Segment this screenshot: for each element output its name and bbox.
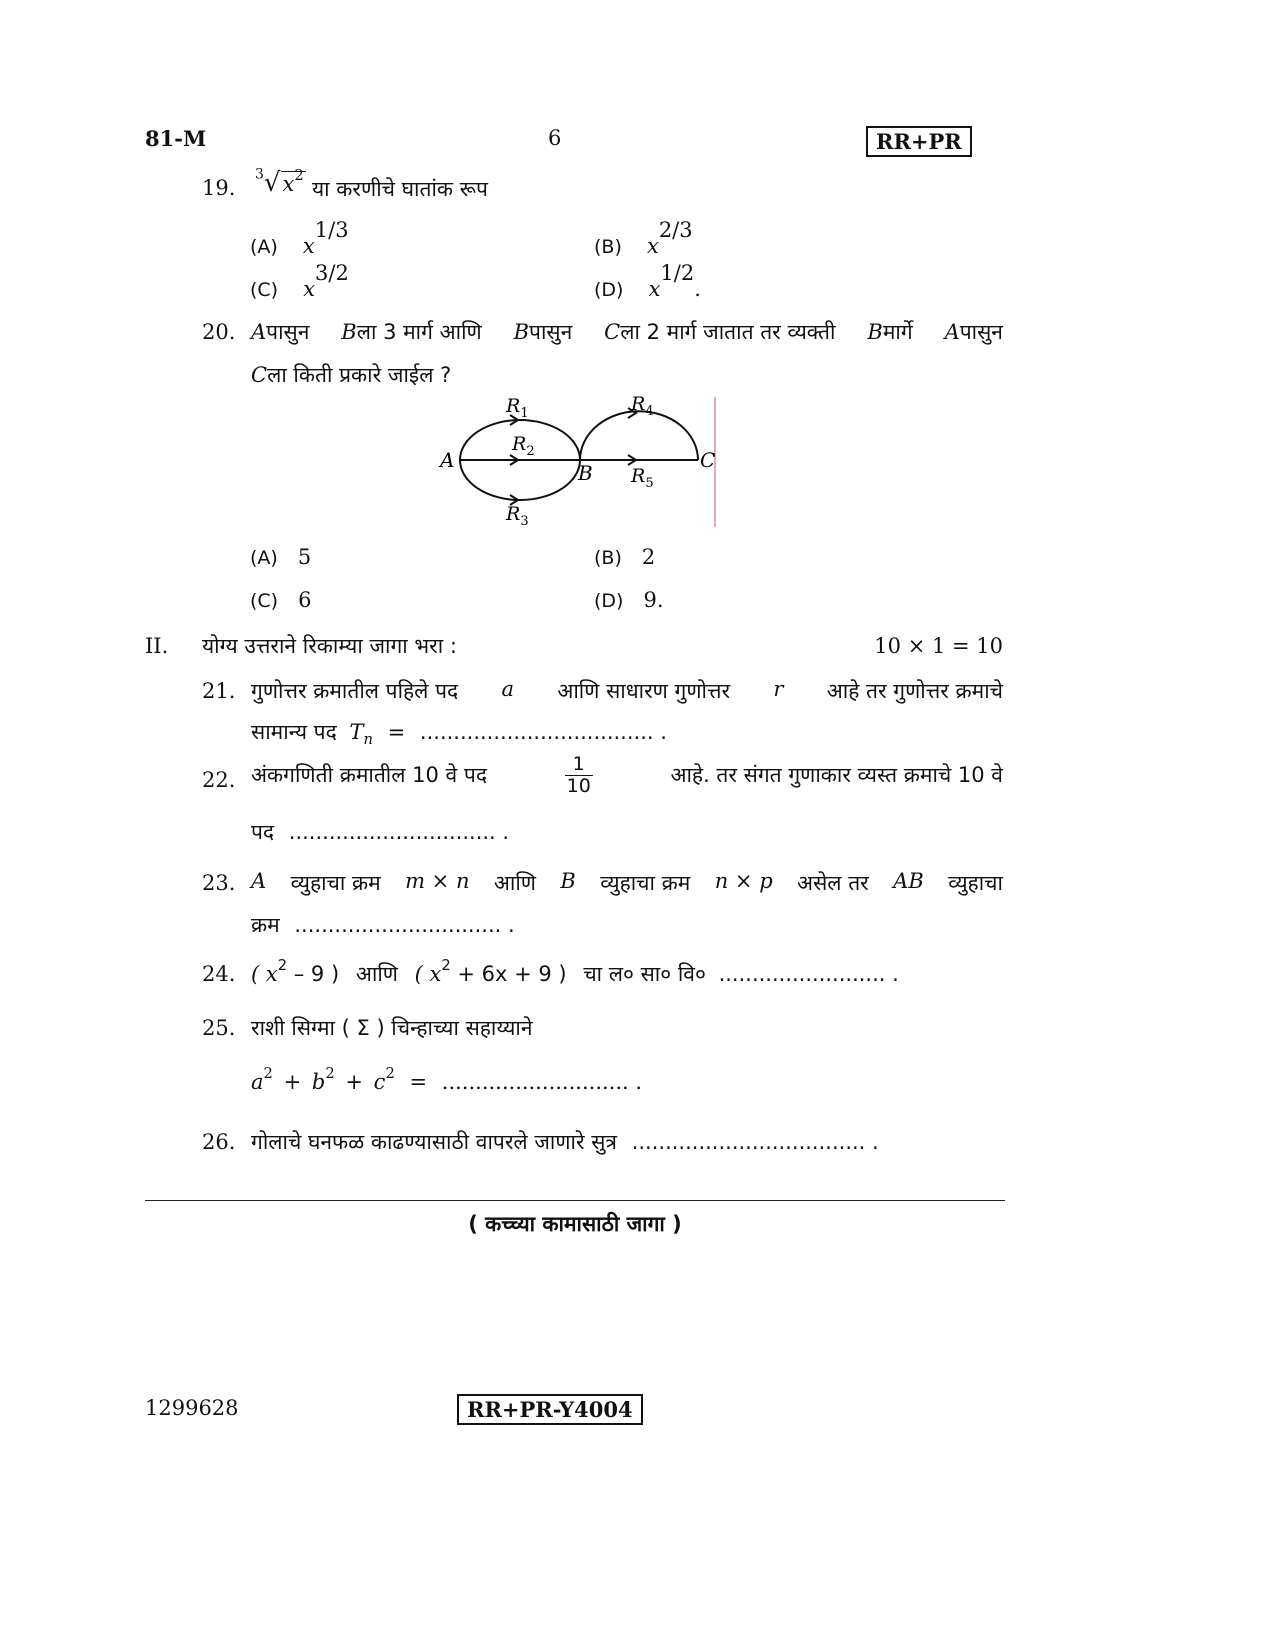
q26-blank[interactable]: ................................... . [631, 1130, 879, 1154]
q19-root-index: 3 [255, 166, 264, 183]
series-box: RR+PR [866, 126, 972, 157]
q19-option-d[interactable]: (D) $x^{1/2}$. [594, 261, 701, 301]
page-number: 6 [548, 126, 562, 150]
route-diagram [430, 392, 750, 542]
section-title: योग्य उत्तराने रिकाम्या जागा भरा : [202, 634, 457, 658]
footer-serial: 1299628 [145, 1396, 239, 1420]
q19-option-c[interactable]: (C) $x^{3/2}$ [250, 261, 349, 301]
route-r2: $R_2$ [512, 433, 535, 459]
q19-text: या करणीचे घातांक रूप [312, 177, 488, 201]
q26-number: 26. [202, 1130, 236, 1154]
radical-icon: √ [263, 168, 281, 198]
q22-number: 22. [202, 768, 236, 792]
footer-code-box: RR+PR-Y4004 [457, 1394, 643, 1425]
node-b: B [578, 461, 593, 485]
q23-line1: A व्युहाचा क्रम m × n आणि B व्युहाचा क्रम n × p असेल तर AB व्युहाचा [251, 869, 1003, 895]
q19-option-b[interactable]: (B) $x^{2/3}$ [594, 218, 693, 258]
q20-line2: Cला किती प्रकारे जाईल ? [251, 363, 452, 387]
q22-fraction: $\frac{1}{10}$ [566, 753, 591, 797]
node-a: A [440, 448, 455, 472]
node-c: C [700, 448, 716, 472]
q20-number: 20. [202, 320, 236, 344]
q25-line2: $a^2 + b^2 + c^2$ = ............................ . [251, 1064, 643, 1094]
q24-blank[interactable]: ......................... . [718, 962, 899, 986]
q20-option-b[interactable]: (B) 2 [594, 545, 656, 569]
arc-b-c [580, 411, 698, 460]
route-r3: $R_3$ [506, 503, 529, 529]
q25-number: 25. [202, 1016, 236, 1040]
q21-line1: गुणोत्तर क्रमातील पहिले पद a आणि साधारण गुणोत्तर r आहे तर गुणोत्तर क्रमाचे [251, 677, 1003, 703]
separator-rule [145, 1200, 1005, 1201]
section-roman: II. [145, 634, 169, 658]
q19-option-a[interactable]: (A) $x^{1/3}$ [250, 218, 349, 258]
q20-option-c[interactable]: (C) 6 [250, 588, 312, 612]
q26-line: गोलाचे घनफळ काढण्यासाठी वापरले जाणारे सुत्र ................................... . [251, 1130, 879, 1154]
q22-line2: पद ............................... . [251, 820, 510, 844]
q25-blank[interactable]: ............................ . [441, 1070, 643, 1094]
q22-blank[interactable]: ............................... . [288, 820, 510, 844]
q20-option-a[interactable]: (A) 5 [250, 545, 312, 569]
route-r5: $R_5$ [631, 465, 654, 491]
section-marks: 10 × 1 = 10 [874, 634, 1003, 658]
q25-line1: राशी सिग्मा ( Σ ) चिन्हाच्या सहाय्याने [251, 1016, 533, 1040]
q22-line1: अंकगणिती क्रमातील 10 वे पद $\frac{1}{10}$ आहे. तर संगत गुणाकार व्यस्त क्रमाचे 10 वे [251, 753, 1003, 797]
q19-radical [255, 168, 306, 198]
q20-line1: Aपासुन Bला 3 मार्ग आणि Bपासुन Cला 2 मार्ग जातात तर व्यक्ती Bमार्गे Aपासुन [251, 320, 1003, 344]
q19-number: 19. [202, 176, 236, 200]
route-r4: $R_4$ [631, 393, 654, 419]
rough-work-label: ( कच्च्या कामासाठी जागा ) [468, 1212, 682, 1236]
q23-blank[interactable]: ............................... . [294, 913, 515, 937]
q21-blank[interactable]: ................................... . [419, 720, 667, 744]
q24-number: 24. [202, 962, 236, 986]
q23-line2: क्रम ............................... . [251, 913, 515, 937]
q21-line2: सामान्य पद $T_n$ = ................................... . [251, 720, 667, 749]
q24-line: ( $x^2 - 9$ ) आणि ( $x^2 + 6x + 9$ ) चा ल० सा० वि० ......................... . [251, 956, 899, 986]
q19-radicand: $x^2$ [282, 166, 304, 196]
route-r1: $R_1$ [506, 395, 529, 421]
q21-number: 21. [202, 679, 236, 703]
paper-code: 81-M [145, 126, 207, 151]
q23-number: 23. [202, 871, 236, 895]
q20-option-d[interactable]: (D) 9. [594, 588, 664, 612]
